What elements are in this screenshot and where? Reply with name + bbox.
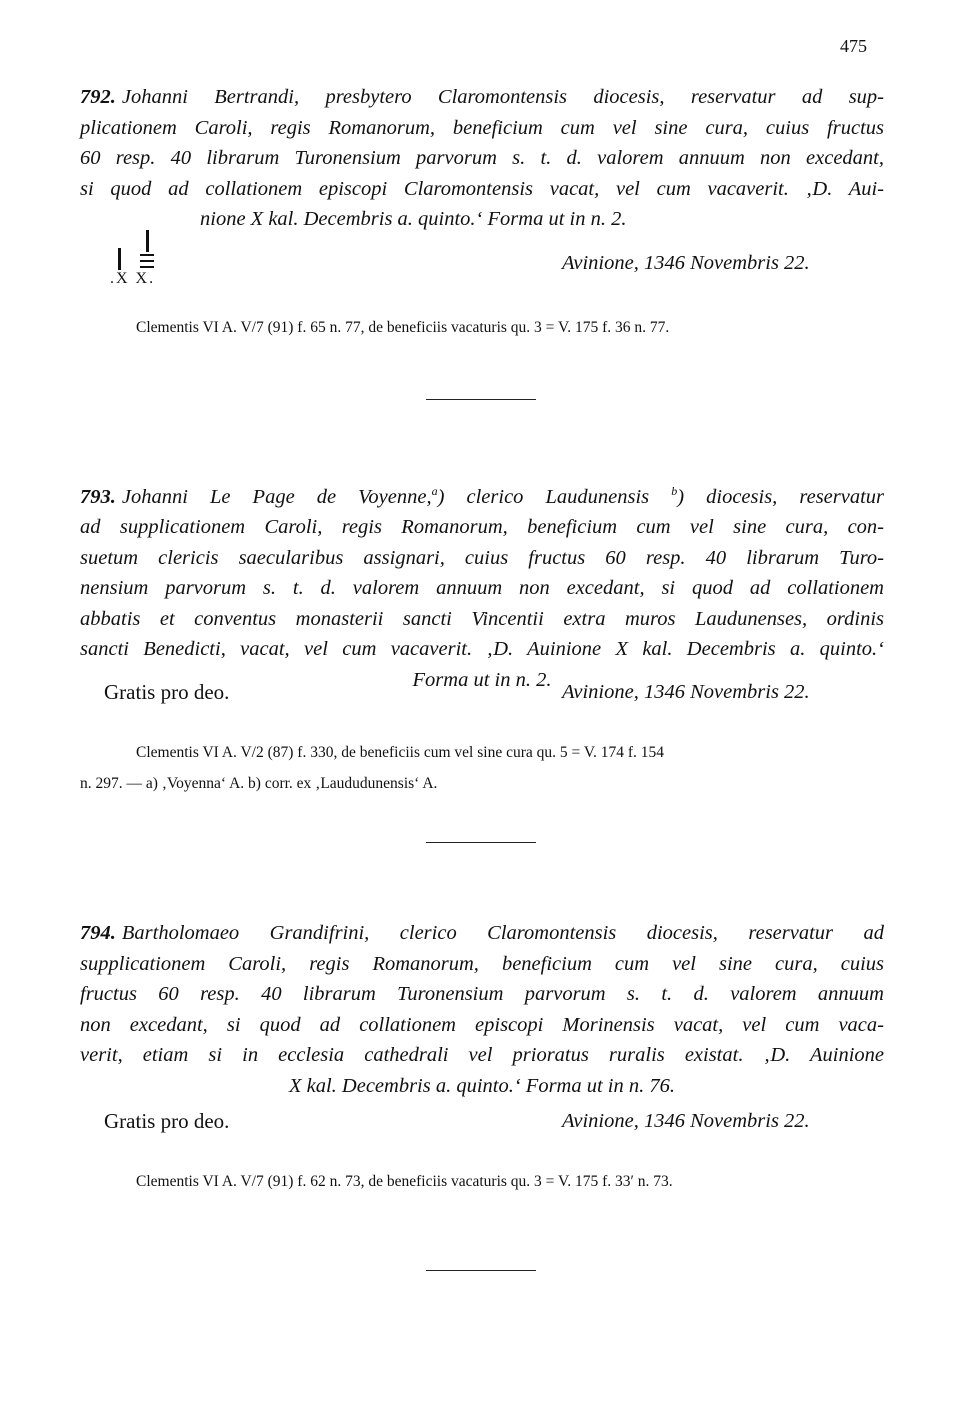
entry-794 (80, 918, 884, 1101)
place-date-792: Avinione, 1346 Novembris 22. (562, 252, 810, 274)
entry-line: non excedant, si quod ad collationem episcopi Morinensis vacat, vel cum vaca- (80, 1013, 884, 1036)
entry-line: X kal. Decembris a. quinto.‘ Forma ut in n. 76. (288, 1074, 676, 1097)
place-date-794: Avinione, 1346 Novembris 22. (562, 1110, 810, 1132)
entry-line: nensium parvorum s. t. d. valorem annuum non excedant, si quod ad collationem (80, 577, 884, 600)
entry-line: plicationem Caroli, regis Romanorum, beneficium cum vel sine cura, cuius fructus (80, 116, 884, 139)
signature-text: .X X. (110, 270, 156, 287)
entry-line: suetum clericis saecularibus assignari, cuius fructus 60 resp. 40 librarum Turo- (80, 546, 884, 569)
entry-number: 792. (80, 86, 116, 108)
gratis-794: Gratis pro deo. (104, 1109, 230, 1133)
entry-number: 793. (80, 485, 116, 508)
entry-line: sancti Benedicti, vacat, vel cum vacaverit. ‚D. Auinione X kal. Decembris a. quinto.‘ (80, 638, 884, 661)
entry-line: 793. Johanni Le Page de Voyenne,$^a$) clerico Laudunensis $^b$) diocesis, reservatur (80, 484, 885, 508)
source-792: Clementis VI A. V/7 (91) f. 65 n. 77, de beneficiis vacaturis qu. 3 = V. 175 f. 36 n. 77. (136, 319, 670, 336)
entry-line: nione X kal. Decembris a. quinto.‘ Forma ut in n. 2. (200, 208, 627, 230)
source-794: Clementis VI A. V/7 (91) f. 62 n. 73, de beneficiis vacaturis qu. 3 = V. 175 f. 33′ n. 73. (136, 1173, 673, 1190)
entry-line: verit, etiam si in ecclesia cathedrali vel prioratus ruralis existat. ‚D. Auinione (80, 1044, 884, 1066)
separator-rule (426, 399, 536, 400)
entry-line: ad supplicationem Caroli, regis Romanorum, beneficium cum vel sine cura, con- (80, 516, 884, 539)
entry-line: Forma ut in n. 2. (412, 668, 552, 691)
entry-line: fructus 60 resp. 40 librarum Turonensium parvorum s. t. d. valorem annuum (80, 983, 884, 1005)
notarial-signature (110, 230, 180, 290)
gratis-793: Gratis pro deo. (104, 680, 230, 704)
separator-rule (426, 842, 536, 843)
entry-line: 792. Johanni Bertrandi, presbytero Claromontensis diocesis, reservatur ad sup- (80, 86, 884, 108)
entry-line: 794. Bartholomaeo Grandifrini, clerico Claromontensis diocesis, reservatur ad (80, 922, 884, 944)
entry-line: 60 resp. 40 librarum Turonensium parvorum s. t. d. valorem annuum non excedant, (80, 147, 884, 169)
place-date-793: Avinione, 1346 Novembris 22. (562, 681, 810, 703)
entry-line: abbatis et conventus monasterii sancti Vincentii extra muros Laudunenses, ordinis (80, 607, 884, 630)
entry-792 (80, 82, 884, 235)
entry-line: supplicationem Caroli, regis Romanorum, beneficium cum vel sine cura, cuius (80, 952, 884, 975)
entry-793 (80, 476, 884, 695)
source-793: Clementis VI A. V/2 (87) f. 330, de beneficiis cum vel sine cura qu. 5 = V. 174 f. 154 n. 297. — a) ‚Voyenna‘ A. b) corr. ex ‚Laududunensis‘ A. (80, 744, 665, 792)
separator-rule (426, 1270, 536, 1271)
entry-number: 794. (80, 922, 116, 944)
page-number: 475 (840, 36, 867, 56)
entry-line: si quod ad collationem episcopi Claromontensis vacat, vel cum vacaverit. ‚D. Aui- (80, 177, 884, 200)
